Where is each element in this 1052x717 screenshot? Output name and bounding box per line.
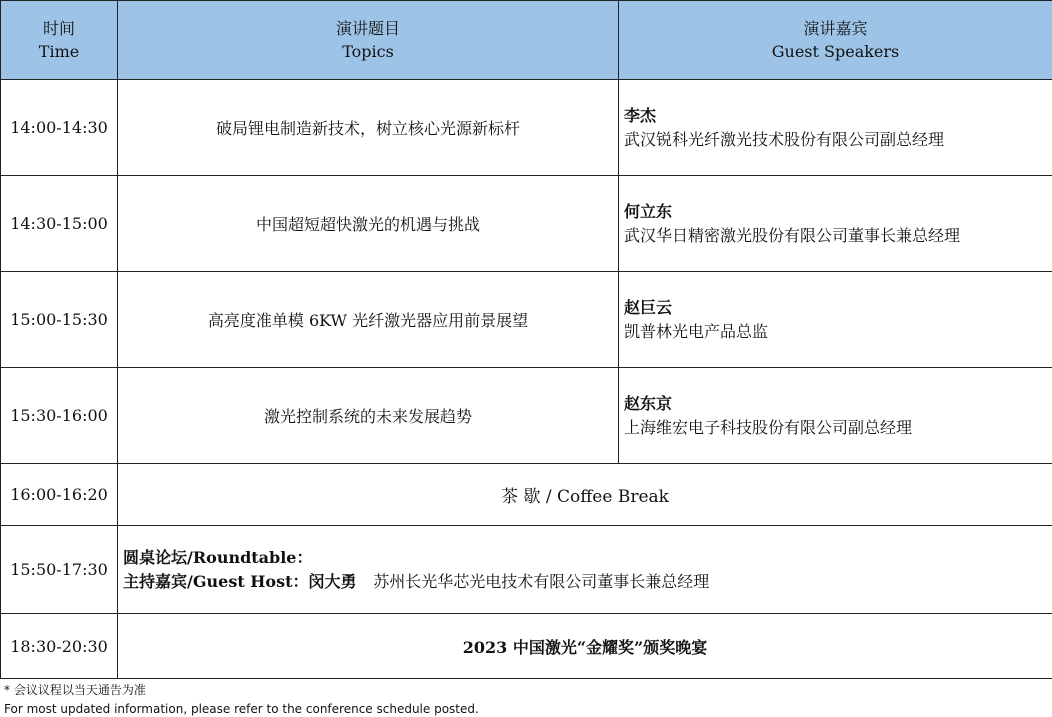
gala-time: 18:30-20:30 xyxy=(1,614,118,679)
talk-topic: 高亮度准单模 6KW 光纤激光器应用前景展望 xyxy=(118,272,619,368)
table-row xyxy=(1,176,1052,272)
talk-time: 14:30-15:00 xyxy=(1,176,118,272)
header-topic-zh: 演讲题目 xyxy=(335,19,400,38)
speaker-name: 李杰 xyxy=(624,105,657,125)
header-time-zh: 时间 xyxy=(42,19,75,38)
speaker-title: 上海维宏电子科技股份有限公司副总经理 xyxy=(624,417,913,437)
roundtable-host: 主持嘉宾/Guest Host：闵大勇 xyxy=(123,571,357,591)
speaker-name: 赵东京 xyxy=(624,393,673,413)
roundtable-title: 圆桌论坛/Roundtable： xyxy=(123,547,313,567)
header-topic xyxy=(118,1,619,80)
header-speaker-en: Guest Speakers xyxy=(771,42,900,61)
gala-row xyxy=(1,614,1052,679)
break-time: 16:00-16:20 xyxy=(1,464,118,526)
footnote-zh: * 会议议程以当天通告为准 xyxy=(4,683,146,697)
header-time-en: Time xyxy=(38,42,80,61)
talk-time: 15:30-16:00 xyxy=(1,368,118,464)
header-speaker xyxy=(619,1,1052,80)
talk-topic: 中国超短超快激光的机遇与挑战 xyxy=(118,176,619,272)
table-header-row xyxy=(1,1,1052,80)
header-topic-en: Topics xyxy=(342,42,394,61)
coffee-break-row xyxy=(1,464,1052,526)
roundtable-cell xyxy=(118,526,1052,614)
roundtable-host-line xyxy=(123,570,1052,594)
talk-topic: 破局锂电制造新技术，树立核心光源新标杆 xyxy=(118,80,619,176)
roundtable-row xyxy=(1,526,1052,614)
roundtable-time: 15:50-17:30 xyxy=(1,526,118,614)
speaker-title: 武汉华日精密激光股份有限公司董事长兼总经理 xyxy=(624,225,961,245)
talk-speaker xyxy=(619,176,1052,272)
talk-topic: 激光控制系统的未来发展趋势 xyxy=(118,368,619,464)
speaker-name: 赵巨云 xyxy=(624,297,673,317)
header-time xyxy=(1,1,118,80)
speaker-title: 凯普林光电产品总监 xyxy=(624,321,769,341)
talk-time: 15:00-15:30 xyxy=(1,272,118,368)
talk-speaker xyxy=(619,368,1052,464)
coffee-break-label: 茶 歇 / Coffee Break xyxy=(118,464,1052,526)
talk-time: 14:00-14:30 xyxy=(1,80,118,176)
table-row xyxy=(1,272,1052,368)
speaker-name: 何立东 xyxy=(624,201,673,221)
footnote-en: For most updated information, please refer to the conference schedule posted. xyxy=(4,702,479,716)
table-row xyxy=(1,368,1052,464)
gala-label: 2023 中国激光“金耀奖”颁奖晚宴 xyxy=(118,614,1052,679)
table-row xyxy=(1,80,1052,176)
footnotes xyxy=(4,681,479,717)
talk-speaker xyxy=(619,80,1052,176)
header-speaker-zh: 演讲嘉宾 xyxy=(803,19,868,38)
roundtable-host-org: 苏州长光华芯光电技术有限公司董事长兼总经理 xyxy=(373,571,710,591)
speaker-title: 武汉锐科光纤激光技术股份有限公司副总经理 xyxy=(624,129,945,149)
talk-speaker xyxy=(619,272,1052,368)
